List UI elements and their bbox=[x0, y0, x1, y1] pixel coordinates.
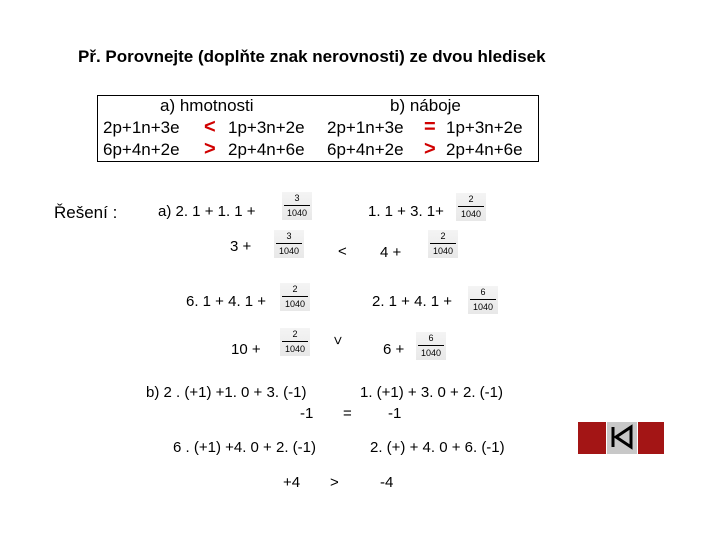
b-line4-right: -4 bbox=[380, 474, 394, 491]
a-sign-mass: < bbox=[338, 243, 347, 260]
a-sign-mass-2: > bbox=[328, 336, 346, 345]
a-line3-right: 2. 1 + 4. 1 + bbox=[372, 293, 453, 310]
fraction: 2 1040 bbox=[280, 283, 310, 311]
fraction: 6 1040 bbox=[416, 332, 446, 360]
row1-left-sign: < bbox=[204, 116, 216, 138]
b-line1-right: 1. (+1) + 3. 0 + 2. (-1) bbox=[360, 384, 503, 401]
header-mass: a) hmotnosti bbox=[160, 96, 254, 115]
fraction: 2 1040 bbox=[280, 328, 310, 356]
a-line2-right: 4 + bbox=[380, 244, 402, 261]
back-to-start-button[interactable] bbox=[606, 422, 638, 454]
fraction: 2 1040 bbox=[456, 193, 486, 221]
row2-left-sign: > bbox=[204, 138, 216, 160]
a-line1-right: 1. 1 + 3. 1+ bbox=[368, 203, 444, 220]
comparison-table bbox=[97, 95, 539, 162]
b-line2-left: -1 bbox=[300, 405, 314, 422]
b-line1-left: b) 2 . (+1) +1. 0 + 3. (-1) bbox=[146, 384, 307, 401]
a-line2-left: 3 + bbox=[230, 238, 252, 255]
b-sign-charge: = bbox=[343, 405, 352, 422]
fraction: 6 1040 bbox=[468, 286, 498, 314]
b-sign-charge-2: > bbox=[330, 474, 339, 491]
row1-left-a: 2p+1n+3e bbox=[103, 118, 180, 137]
row2-right-sign: > bbox=[424, 138, 436, 160]
page-title: Př. Porovnejte (doplňte znak nerovnosti) ze dvou hledisek bbox=[78, 47, 546, 66]
row1-right-a: 2p+1n+3e bbox=[327, 118, 404, 137]
b-line4-left: +4 bbox=[283, 474, 301, 491]
a-line1-left: a) 2. 1 + 1. 1 + bbox=[158, 203, 256, 220]
row2-right-b: 2p+4n+6e bbox=[446, 140, 523, 159]
row1-left-b: 1p+3n+2e bbox=[228, 118, 305, 137]
skip-back-icon bbox=[607, 422, 637, 452]
a-line4-right: 6 + bbox=[383, 341, 405, 358]
b-line2-right: -1 bbox=[388, 405, 402, 422]
solution-label: Řešení : bbox=[54, 203, 118, 222]
fraction: 3 1040 bbox=[274, 230, 304, 258]
row1-right-sign: = bbox=[424, 116, 436, 138]
b-line3-right: 2. (+) + 4. 0 + 6. (-1) bbox=[370, 439, 505, 456]
fraction: 3 1040 bbox=[282, 192, 312, 220]
a-line4-left: 10 + bbox=[231, 341, 261, 358]
a-line3-left: 6. 1 + 4. 1 + bbox=[186, 293, 267, 310]
row2-right-a: 6p+4n+2e bbox=[327, 140, 404, 159]
b-line3-left: 6 . (+1) +4. 0 + 2. (-1) bbox=[173, 439, 316, 456]
row2-left-a: 6p+4n+2e bbox=[103, 140, 180, 159]
header-charge: b) náboje bbox=[390, 96, 461, 115]
row1-right-b: 1p+3n+2e bbox=[446, 118, 523, 137]
fraction: 2 1040 bbox=[428, 230, 458, 258]
row2-left-b: 2p+4n+6e bbox=[228, 140, 305, 159]
